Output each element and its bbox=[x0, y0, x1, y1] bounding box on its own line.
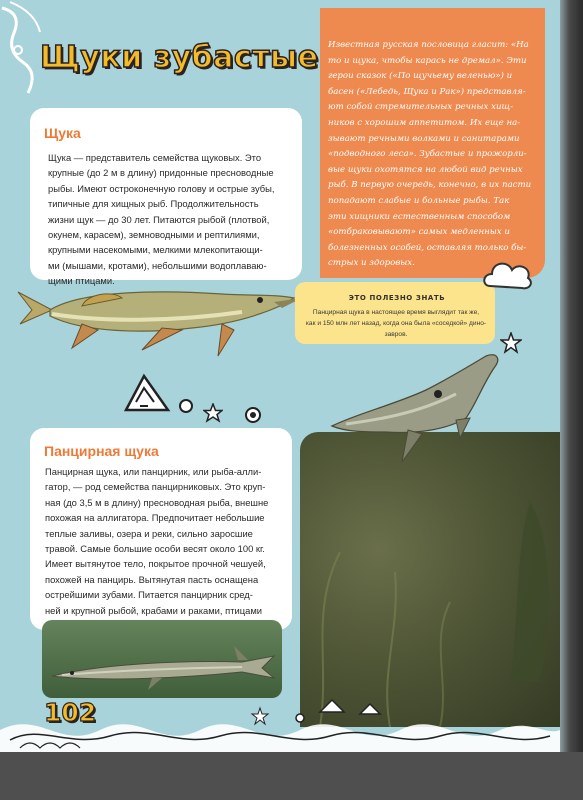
pike-line: крупными насекомыми, мелкими млекопитающи- bbox=[48, 244, 263, 256]
pike-line: рыбы. Имеют остроконечную голову и острые зубы, bbox=[48, 182, 275, 194]
pike-heading: Щука bbox=[44, 125, 81, 141]
pike-line: типичные для хищных рыб. Продолжительность bbox=[48, 198, 259, 210]
sidebar-line: басен («Лебедь, Щука и Рак») представля- bbox=[328, 86, 526, 97]
aquarium-photo bbox=[42, 620, 282, 698]
gar-line: травой. Самые большие особи весят около 100 кг. bbox=[45, 543, 265, 555]
triangle-doodle bbox=[122, 372, 172, 414]
pike-line: Щука — представитель семейства щуковых. Это bbox=[48, 152, 262, 163]
sidebar-line: вые щуки охотятся на любой вид речных bbox=[328, 164, 523, 175]
star-doodle bbox=[203, 403, 223, 423]
gar-line: Имеет вытянутое тело, покрытое прочной чешуей, bbox=[45, 558, 266, 570]
pike-fish-illustration bbox=[12, 272, 304, 372]
sidebar-line: болезненных особей, оставляя только бы- bbox=[328, 242, 527, 253]
sidebar-line: рыб. В первую очередь, конечно, в их пасти bbox=[328, 180, 532, 191]
gar-line: острейшими зубами. Питается панцирник сред- bbox=[45, 589, 253, 601]
underwater-photo bbox=[300, 432, 560, 727]
fact-line: завров. bbox=[384, 331, 408, 338]
pike-line: окунем, карасем), земноводными и рептилиями, bbox=[48, 229, 260, 241]
aquarium-gar-fish bbox=[42, 620, 282, 698]
cloud-doodle bbox=[482, 256, 534, 294]
gar-line: похожей на панцирь. Вытянутая пасть оснащена bbox=[45, 573, 259, 585]
gar-line: теплые заливы, озера и реки, сильно заросшие bbox=[45, 527, 253, 539]
gar-line: Панцирная щука, или панцирник, или рыба-алли- bbox=[45, 466, 262, 477]
sidebar-line: «подводного леса». Зубастые и прожорли- bbox=[328, 149, 527, 160]
sidebar-line: «отбраковывают» самых медленных и bbox=[328, 227, 510, 238]
sidebar-line: герои сказок («По щучьему веленью») и bbox=[328, 71, 513, 82]
sidebar-line: попадают слабые и больные рыбы. Так bbox=[328, 195, 510, 206]
fact-title: ЭТО ПОЛЕЗНО ЗНАТЬ bbox=[348, 294, 446, 302]
page-title: Щуки зубастые bbox=[40, 40, 319, 75]
sidebar-line: эти хищники естественным способом bbox=[328, 211, 511, 222]
sidebar-line: стрых и здоровых. bbox=[328, 258, 415, 269]
ring-doodle bbox=[244, 406, 262, 424]
page-number: 102 bbox=[44, 698, 97, 727]
pike-line: жизни щук — до 30 лет. Питаются рыбой (плотвой, bbox=[48, 213, 270, 225]
gar-line: ней и крупной рыбой, крабами и раками, птицами bbox=[45, 604, 263, 616]
gar-line: похожая на аллигатора. Предпочитает небольшие bbox=[45, 512, 265, 524]
sidebar-line: то и щука, чтобы карась не дремал». Эти bbox=[328, 55, 527, 66]
sidebar-line: ников с хорошим аппетитом. Их еще на- bbox=[328, 117, 521, 128]
sidebar-line: Известная русская пословица гласит: «На bbox=[328, 40, 529, 50]
gar-heading: Панцирная щука bbox=[44, 443, 159, 459]
pike-line: крупные (до 2 м в длину) придонные пресноводные bbox=[48, 167, 274, 179]
circle-doodle bbox=[178, 398, 194, 414]
sidebar-line: ют собой стремительных речных хищ- bbox=[328, 102, 514, 113]
bottom-ornament bbox=[0, 690, 560, 752]
pike-line: щими птицами. bbox=[48, 275, 115, 287]
gar-description bbox=[45, 464, 281, 633]
fact-line: как и 150 млн лет назад, когда она была «соседкой» дино- bbox=[305, 320, 487, 327]
star-doodle-right bbox=[500, 332, 522, 354]
pike-description bbox=[48, 150, 288, 289]
scan-bottom-border bbox=[0, 752, 583, 800]
pike-line: ми (мышами, кротами), небольшими водоплаваю- bbox=[48, 259, 267, 271]
gar-fish-illustration bbox=[326, 334, 506, 474]
sidebar-line: зывают речными волками и санитарами bbox=[328, 133, 520, 144]
gar-line: ная (до 3,5 м в длину) пресноводная рыба, внешне bbox=[45, 496, 269, 508]
photo-weeds bbox=[300, 432, 560, 727]
fact-line: Панцирная щука в настоящее время выглядит так же, bbox=[312, 309, 480, 316]
page-edge-shadow bbox=[560, 0, 583, 800]
sidebar-text bbox=[328, 38, 533, 272]
gar-line: гатор, — род семейства панцирниковых. Это круп- bbox=[45, 481, 266, 493]
